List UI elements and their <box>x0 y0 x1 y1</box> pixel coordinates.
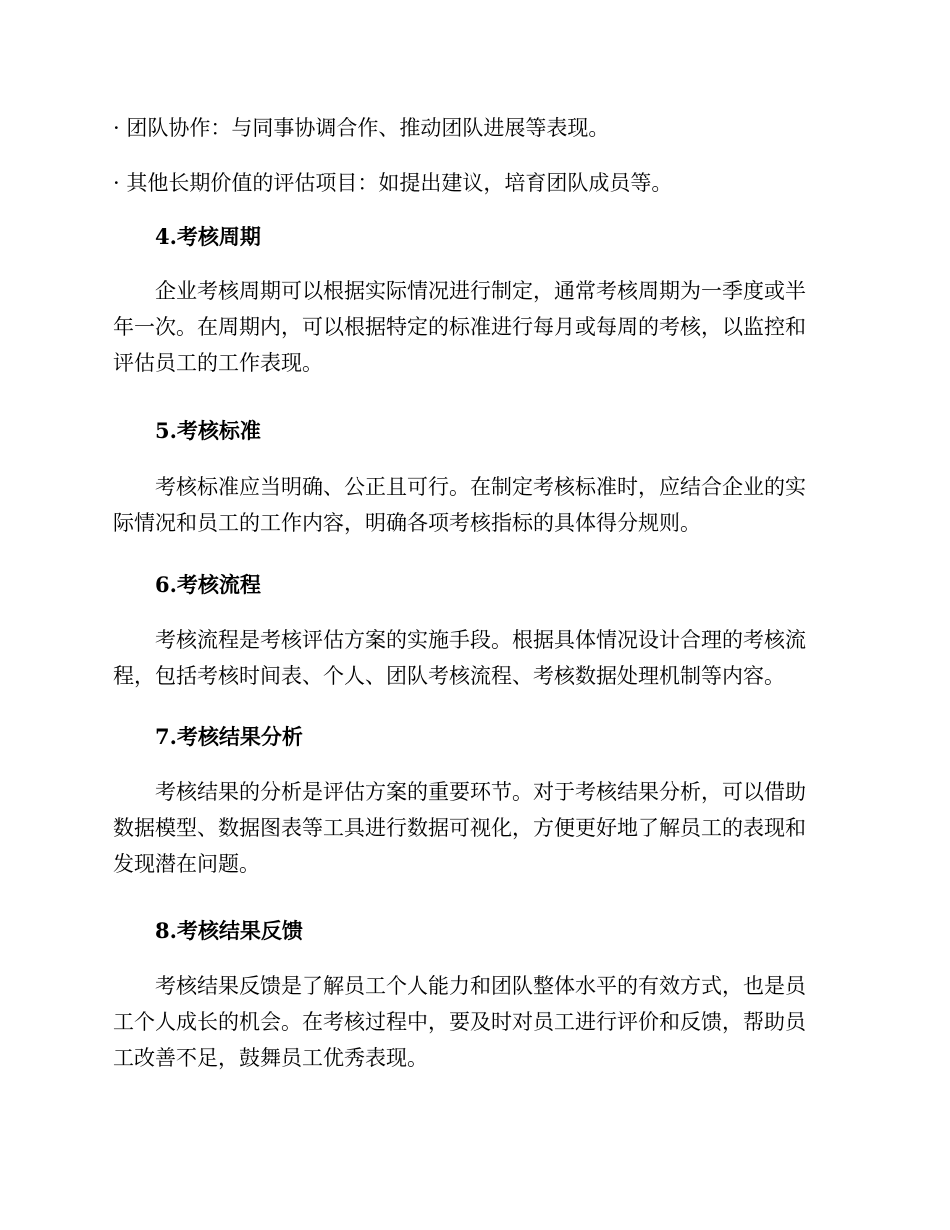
text-line: 考核结果反馈是了解员工个人能力和团队整体水平的有效方式，也是员 <box>155 974 806 998</box>
text-line: 考核流程是考核评估方案的实施手段。根据具体情况设计合理的考核流 <box>155 628 806 652</box>
text-line: 考核标准应当明确、公正且可行。在制定考核标准时，应结合企业的实 <box>155 475 806 499</box>
heading-review-process: 6.考核流程 <box>155 572 261 597</box>
text-line: 发现潜在问题。 <box>113 852 260 876</box>
heading-result-feedback: 8.考核结果反馈 <box>155 918 303 943</box>
text-line: 工个人成长的机会。在考核过程中，要及时对员工进行评价和反馈，帮助员 <box>113 1010 806 1034</box>
bullet-team-collaboration: · 团队协作：与同事协调合作、推动团队进展等表现。 <box>113 116 610 140</box>
paragraph-review-cycle <box>113 273 833 381</box>
paragraph-result-feedback <box>113 968 833 1076</box>
text-line: 企业考核周期可以根据实际情况进行制定，通常考核周期为一季度或半 <box>155 279 806 303</box>
text-line: 年一次。在周期内，可以根据特定的标准进行每月或每周的考核，以监控和 <box>113 315 806 339</box>
text-line: 考核结果的分析是评估方案的重要环节。对于考核结果分析，可以借助 <box>155 780 806 804</box>
paragraph-result-analysis <box>113 774 833 882</box>
heading-result-analysis: 7.考核结果分析 <box>155 724 303 749</box>
paragraph-review-process <box>113 622 833 694</box>
text-line: 际情况和员工的工作内容，明确各项考核指标的具体得分规则。 <box>113 511 701 535</box>
text-line: 数据模型、数据图表等工具进行数据可视化，方便更好地了解员工的表现和 <box>113 816 806 840</box>
text-line: 程，包括考核时间表、个人、团队考核流程、考核数据处理机制等内容。 <box>113 664 785 688</box>
paragraph-review-standard <box>113 469 833 541</box>
text-line: 评估员工的工作表现。 <box>113 351 323 375</box>
heading-review-cycle: 4.考核周期 <box>155 224 261 249</box>
bullet-long-term-value: · 其他长期价值的评估项目：如提出建议，培育团队成员等。 <box>113 171 673 195</box>
text-line: 工改善不足，鼓舞员工优秀表现。 <box>113 1046 428 1070</box>
heading-review-standard: 5.考核标准 <box>155 418 261 443</box>
